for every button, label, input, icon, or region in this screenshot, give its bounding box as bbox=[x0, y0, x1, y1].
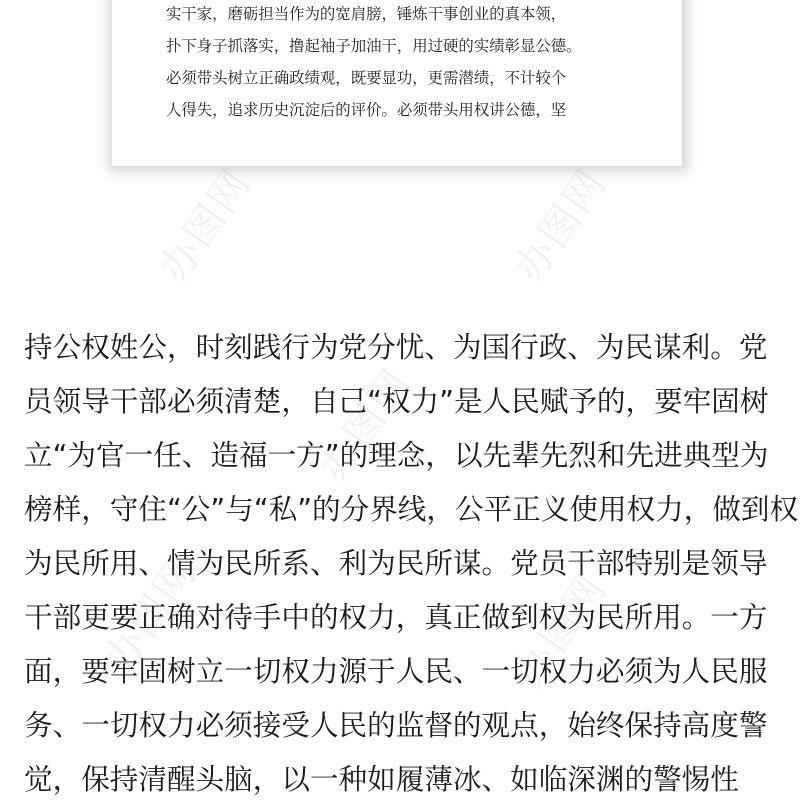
card-line: 实干家，磨砺担当作为的宽肩膀，锤炼干事创业的真本领， bbox=[166, 5, 567, 23]
body-line: 持公权姓公，时刻践行为党分忧、为国行政、为民谋利。党 bbox=[24, 330, 768, 364]
body-paragraph bbox=[24, 320, 799, 806]
watermark: 办图网 bbox=[505, 565, 616, 696]
card-line: 人得失，追求历史沉淀后的评价。必须带头用权讲公德，坚 bbox=[166, 101, 567, 119]
watermark: 办图网 bbox=[310, 360, 421, 491]
body-line: 干部更要正确对待手中的权力，真正做到权为民所用。一方 bbox=[24, 600, 768, 634]
body-line: 立“为官一任、造福一方”的理念，以先辈先烈和先进典型为 bbox=[24, 438, 769, 472]
card-line: 扑下身子抓落实，撸起袖子加油干，用过硬的实绩彰显公德。 bbox=[166, 37, 582, 55]
body-line: 面，要牢固树立一切权力源于人民、一切权力必须为人民服 bbox=[24, 654, 768, 688]
body-line: 觉，保持清醒头脑，以一种如履薄冰、如临深渊的警惕性 bbox=[24, 762, 739, 796]
card-paragraph bbox=[166, 0, 642, 126]
watermark: 办图网 bbox=[150, 160, 261, 291]
watermark: 办图网 bbox=[505, 160, 616, 291]
document-preview-card bbox=[112, 0, 682, 166]
body-line: 务、一切权力必须接受人民的监督的观点，始终保持高度警 bbox=[24, 708, 768, 742]
body-line: 榜样，守住“公”与“私”的分界线，公平正义使用权力，做到权 bbox=[24, 492, 799, 526]
card-line: 必须带头树立正确政绩观，既要显功，更需潜绩，不计较个 bbox=[166, 69, 567, 87]
watermark: 办图网 bbox=[95, 550, 206, 681]
body-line: 为民所用、情为民所系、利为民所谋。党员干部特别是领导 bbox=[24, 546, 768, 580]
body-line: 员领导干部必须清楚，自己“权力”是人民赋予的，要牢固树 bbox=[24, 384, 769, 418]
